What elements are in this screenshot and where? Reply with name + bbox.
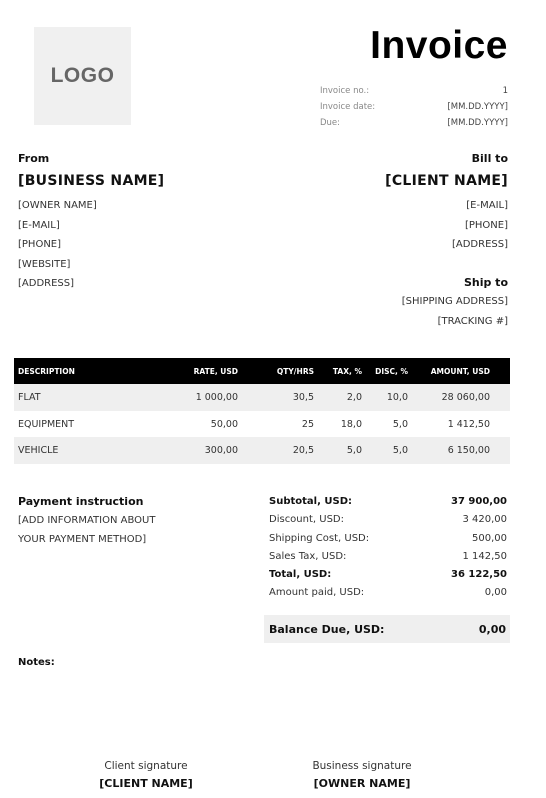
table-header xyxy=(14,358,510,384)
totals-value: 36 122,50 xyxy=(451,569,507,581)
meta-row-invoice-date xyxy=(320,99,508,115)
header-description: DESCRIPTION xyxy=(18,366,75,376)
client-signature-label: Client signature xyxy=(104,760,188,772)
cell-rate: 50,00 xyxy=(210,418,238,430)
balance-due-label: Balance Due, USD: xyxy=(269,622,385,636)
client-signature-name: [CLIENT NAME] xyxy=(99,777,193,790)
ship-to-line: [TRACKING #] xyxy=(437,315,508,327)
payment-instruction-text xyxy=(18,514,178,552)
cell-description: EQUIPMENT xyxy=(18,418,75,430)
cell-description: FLAT xyxy=(18,391,41,403)
cell-qty: 20,5 xyxy=(292,445,314,457)
from-line: [OWNER NAME] xyxy=(18,200,97,211)
amount-paid-row xyxy=(269,586,507,604)
business-signature-name: [OWNER NAME] xyxy=(313,777,411,790)
from-label: From xyxy=(18,152,50,165)
meta-value: [MM.DD.YYYY] xyxy=(447,118,508,128)
from-line: [PHONE] xyxy=(18,239,62,250)
cell-tax: 18,0 xyxy=(340,418,362,430)
from-line: [WEBSITE] xyxy=(18,258,71,270)
table-row xyxy=(14,411,510,438)
ship-to-label: Ship to xyxy=(463,276,508,289)
bill-to-details xyxy=(452,199,508,258)
logo-placeholder xyxy=(34,27,131,125)
business-name: [BUSINESS NAME] xyxy=(18,173,165,189)
subtotal-row xyxy=(269,495,507,513)
meta-label: Invoice no.: xyxy=(320,86,370,96)
client-signature xyxy=(76,760,216,790)
header-tax: TAX, % xyxy=(332,366,362,376)
cell-disc: 5,0 xyxy=(392,445,408,457)
header-qty: QTY/HRS xyxy=(276,366,314,376)
totals-label: Shipping Cost, USD: xyxy=(269,532,370,544)
from-line: [E-MAIL] xyxy=(18,219,60,231)
payment-line: YOUR PAYMENT METHOD] xyxy=(18,534,147,545)
invoice-title: Invoice xyxy=(370,24,508,67)
client-name: [CLIENT NAME] xyxy=(385,173,508,189)
ship-to-details xyxy=(402,295,508,334)
cell-amount: 28 060,00 xyxy=(441,391,490,403)
meta-row-invoice-no xyxy=(320,83,508,99)
totals-value: 0,00 xyxy=(484,587,507,599)
meta-row-due xyxy=(320,115,508,131)
from-line: [ADDRESS] xyxy=(18,278,75,289)
header-amount: AMOUNT, USD xyxy=(430,366,490,376)
totals-label: Sales Tax, USD: xyxy=(269,550,347,562)
notes-label: Notes: xyxy=(18,657,55,668)
ship-to-line: [SHIPPING ADDRESS] xyxy=(401,296,508,307)
cell-description: VEHICLE xyxy=(18,445,59,457)
totals-label: Total, USD: xyxy=(269,569,332,581)
totals-label: Discount, USD: xyxy=(269,514,344,526)
totals-value: 500,00 xyxy=(472,532,507,544)
meta-label: Invoice date: xyxy=(320,102,376,112)
header-rate: RATE, USD xyxy=(193,366,238,376)
shipping-row xyxy=(269,532,507,550)
bill-to-line: [ADDRESS] xyxy=(451,239,508,250)
header-disc: DISC, % xyxy=(375,366,408,376)
cell-disc: 5,0 xyxy=(392,418,408,430)
bill-to-line: [PHONE] xyxy=(464,219,508,231)
meta-value: [MM.DD.YYYY] xyxy=(447,102,508,112)
bill-to-label: Bill to xyxy=(471,152,508,165)
cell-disc: 10,0 xyxy=(386,391,408,403)
cell-qty: 25 xyxy=(301,418,314,430)
cell-qty: 30,5 xyxy=(292,391,314,403)
cell-tax: 2,0 xyxy=(346,391,362,403)
totals-summary xyxy=(269,495,507,605)
totals-value: 37 900,00 xyxy=(451,496,507,507)
invoice-meta xyxy=(320,83,508,131)
cell-rate: 1 000,00 xyxy=(195,391,238,403)
sales-tax-row xyxy=(269,550,507,568)
payment-instruction-label: Payment instruction xyxy=(18,495,144,508)
bill-to-line: [E-MAIL] xyxy=(466,200,508,211)
cell-amount: 6 150,00 xyxy=(447,445,490,457)
totals-value: 1 142,50 xyxy=(462,550,507,562)
totals-label: Amount paid, USD: xyxy=(269,587,365,599)
table-row xyxy=(14,437,510,464)
balance-due xyxy=(264,615,510,643)
cell-rate: 300,00 xyxy=(204,445,238,457)
discount-row xyxy=(269,513,507,531)
meta-label: Due: xyxy=(320,118,341,128)
from-details xyxy=(18,199,97,297)
table-row xyxy=(14,384,510,411)
cell-tax: 5,0 xyxy=(346,445,362,457)
total-row xyxy=(269,568,507,586)
totals-value: 3 420,00 xyxy=(462,514,507,526)
cell-amount: 1 412,50 xyxy=(447,418,490,430)
business-signature-label: Business signature xyxy=(312,760,412,772)
line-items-table xyxy=(14,358,510,464)
meta-value: 1 xyxy=(502,86,508,96)
payment-line: [ADD INFORMATION ABOUT xyxy=(18,515,156,526)
totals-label: Subtotal, USD: xyxy=(269,496,352,507)
business-signature xyxy=(292,760,432,790)
logo-text: LOGO xyxy=(50,64,115,87)
balance-due-value: 0,00 xyxy=(478,622,506,636)
